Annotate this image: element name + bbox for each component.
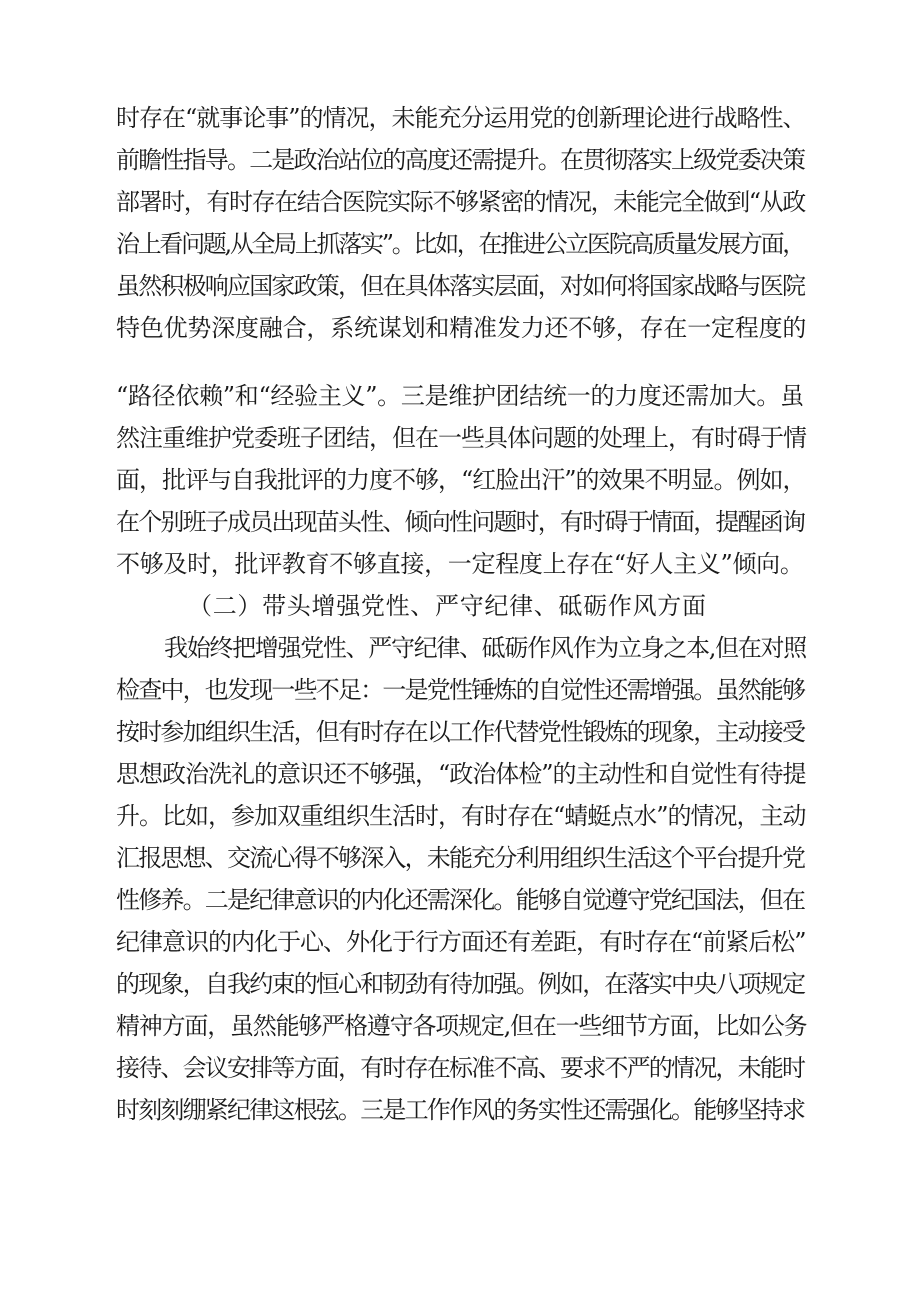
text-line: 按时参加组织生活，但有时存在以工作代替党性锻炼的现象，主动接受 (116, 718, 805, 746)
text-line: 性修养。二是纪律意识的内化还需深化。能够自觉遵守党纪国法，但在 (116, 886, 805, 914)
text-line: 纪律意识的内化于心、外化于行方面还有差距，有时存在“前紧后松” (116, 928, 806, 956)
text-line: 面，批评与自我批评的力度不够，“红脸出汗”的效果不明显。例如， (116, 466, 806, 494)
text-line: 不够及时，批评教育不够直接，一定程度上存在“好人主义”倾向。 (116, 550, 804, 578)
text-line: 接待、会议安排等方面，有时存在标准不高、要求不严的情况，未能时 (116, 1054, 805, 1082)
text-line: 在个别班子成员出现苗头性、倾向性问题时，有时碍于情面，提醒函询 (116, 508, 805, 536)
text-line: 虽然积极响应国家政策，但在具体落实层面，对如何将国家战略与医院 (116, 272, 805, 300)
text-line: “路径依赖”和“经验主义”。三是维护团结统一的力度还需加大。虽 (116, 382, 804, 410)
text-line: 精神方面，虽然能够严格遵守各项规定,但在一些细节方面，比如公务 (116, 1012, 807, 1040)
text-line: 治上看问题,从全局上抓落实”。比如，在推进公立医院高质量发展方面， (116, 230, 804, 258)
text-line: 升。比如，参加双重组织生活时，有时存在“蜻蜓点水”的情况，主动 (116, 802, 806, 830)
text-line: 特色优势深度融合，系统谋划和精准发力还不够，存在一定程度的 (116, 314, 807, 342)
text-line: 前瞻性指导。二是政治站位的高度还需提升。在贯彻落实上级党委决策 (116, 146, 805, 174)
text-line: 然注重维护党委班子团结，但在一些具体问题的处理上，有时碍于情 (116, 424, 806, 452)
text-line: 思想政治洗礼的意识还不够强，“政治体检”的主动性和自觉性有待提 (116, 760, 806, 788)
text-line: 汇报思想、交流心得不够深入，未能充分利用组织生活这个平台提升党 (116, 844, 805, 872)
section-heading: （二）带头增强党性、严守纪律、砥砺作风方面 (188, 592, 707, 620)
text-line: 时刻刻绷紧纪律这根弦。三是工作作风的务实性还需强化。能够坚持求 (116, 1096, 805, 1124)
text-line: 部署时，有时存在结合医院实际不够紧密的情况，未能完全做到“从政 (116, 188, 805, 216)
text-line: 检查中，也发现一些不足：一是党性锤炼的自觉性还需增强。虽然能够 (116, 676, 805, 704)
text-line: 的现象，自我约束的恒心和韧劲有待加强。例如，在落实中央八项规定 (116, 970, 805, 998)
text-line: 我始终把增强党性、严守纪律、砥砺作风作为立身之本,但在对照 (164, 634, 806, 662)
text-line: 时存在“就事论事”的情况，未能充分运用党的创新理论进行战略性、 (116, 104, 806, 132)
